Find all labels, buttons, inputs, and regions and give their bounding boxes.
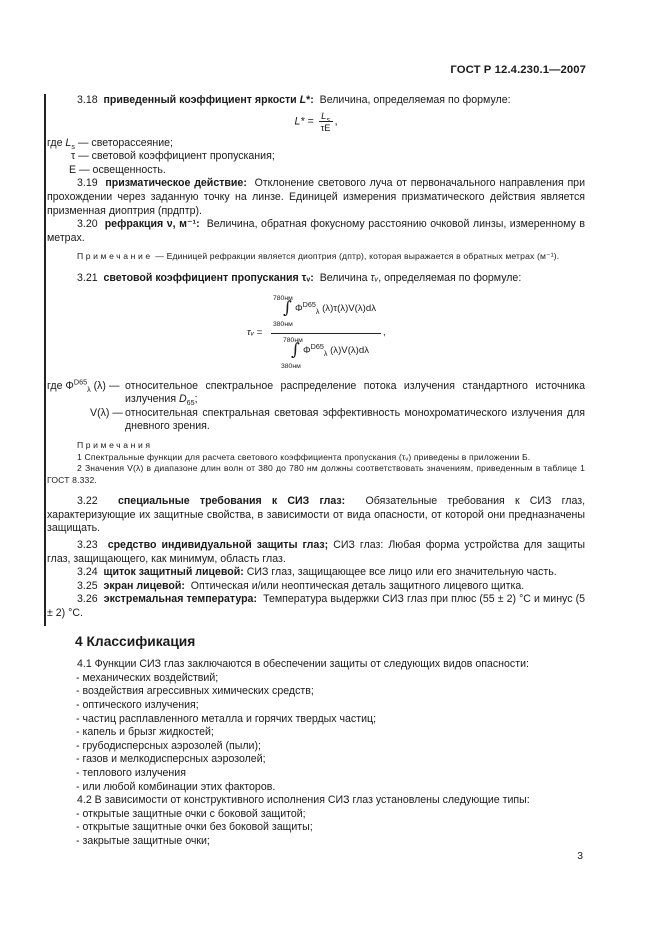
clause-number: 3.18 [77,94,98,106]
hazard-list [47,672,585,794]
list-item: - механических воздействий; [76,671,219,684]
clause-term: щиток защитный лицевой: [103,566,244,579]
notes-heading: Примечания [77,439,153,450]
where-e: E — освещенность. [69,163,166,176]
list-item: - капель и брызг жидкостей; [76,726,214,739]
page-number: 3 [577,851,583,862]
clause-3-21: 3.21 световой коэффициент пропускания τᵥ: Величина τᵥ, определяемая по формуле: [77,271,522,284]
note-2: 2 Значения V(λ) в диапазоне длин волн от 380 до 780 нм должны соответствовать значениям, приведенным в таблице 1 ГОСТ 8.332. [47,463,585,485]
clause-3-18 [47,94,585,108]
clause-term: световой коэффициент пропускания τᵥ: [103,271,314,284]
list-item: - или любой комбинации этих факторов. [76,780,276,793]
list-item: - частиц расплавленного металла и горячих твердых частиц; [76,712,377,725]
numerator-expression: $\Phi^{D65}_\lambda$ (λ)τ(λ)V(λ)dλ [295,299,376,316]
clause-term: экран лицевой: [103,579,185,592]
list-item: - грубодисперсных аэрозолей (пыли); [76,739,261,752]
clause-term: рефракция ν, м⁻¹: [104,218,200,231]
clause-3-19: 3.19 призматическое действие: Отклонение светового луча от первоначального направления при прохождении через заданную точку на линзе. Единицей измерения призматического действия является призменная диоптрия (прдптр). [47,177,585,217]
note-3-20: Примечание — Единицей рефракции является диоптрия (дптр), которая выражается в обратных метрах (м⁻¹). [77,251,560,262]
section-title: 4 Классификация [75,633,196,649]
list-item: - открытые защитные очки без боковой защиты; [76,821,313,834]
clause-text: Величина, определяемая по формуле: [319,94,511,106]
definition-v: V(λ) — относительная спектральная световая эффективность монохроматического излучения для дневного зрения. [90,406,585,433]
where-tau: τ — световой коэффициент пропускания; [71,150,275,163]
type-list [47,808,585,849]
note-1: 1 Спектральные функции для расчета светового коэффициента пропускания (τᵥ) приведены в приложении Б. [77,451,531,462]
integral-sign: ∫ [291,339,300,360]
document-code: ГОСТ Р 12.4.230.1—2007 [450,64,586,76]
clause-3-20: 3.20 рефракция ν, м⁻¹: Величина, обратная фокусному расстоянию очковой линзы, измеренному в метрах. [47,218,585,244]
formula-transmittance: 780нм ∫ 380нм $\Phi^{D65}_\lambda$ (λ)τ(λ)V(λ)dλ τᵥ = , 780нм ∫ 380нм $\Phi^{D65}_\lambda$ (λ)V(λ)dλ [247,294,386,370]
change-bar [44,94,46,626]
list-item: - газов и мелкодисперсных аэрозолей; [76,753,266,766]
list-item: - закрытые защитные очки; [76,834,210,847]
list-item: - открытые защитные очки с боковой защитой; [76,807,306,820]
clause-term: средство индивидуальной защиты глаз; [107,539,329,552]
list-item: - оптического излучения; [76,699,199,711]
clause-3-25: 3.25 экран лицевой: Оптическая и/или неоптическая деталь защитного лицевого щитка. [77,579,525,592]
clause-4-1: 4.1 Функции СИЗ глаз заключаются в обеспечении защиты от следующих видов опасности: [77,658,529,671]
list-item: - воздействия агрессивных химических средств; [76,685,314,698]
clause-3-26: 3.26 экстремальная температура: Температура выдержки СИЗ глаз при плюс (55 ± 2) °С и минус (5 ± 2) °С. [47,593,586,620]
clause-term: призматическое действие: [105,177,247,190]
denominator-expression: $\Phi^{D65}_\lambda$ (λ)V(λ)dλ [303,341,370,358]
clause-term: специальные требования к СИЗ глаз: [118,495,346,508]
clause-3-22: 3.22 специальные требования к СИЗ глаз: Обязательные требования к СИЗ глаз, характеризующие их защитные свойства, в зависимости от вида опасности, от которой они предназначены защищать. [47,495,586,535]
list-item: - теплового излучения [76,766,186,779]
clause-4-2: 4.2 В зависимости от конструктивного исполнения СИЗ глаз установлены следующие типы: [77,794,530,807]
clause-term: экстремальная температура: [103,593,257,606]
where-ls: где $L_s$ — светорассеяние; [47,136,173,151]
clause-3-23: 3.23 средство индивидуальной защиты глаз; СИЗ глаз: Любая форма устройства для защиты глаз, защищающего, как минимум, область глаз. [47,539,585,565]
clause-3-24: 3.24 щиток защитный лицевой: СИЗ глаз, защищающее все лицо или его значительную часть. [77,566,557,579]
clause-term: приведенный коэффициент яркости L*: [103,94,314,106]
definition-phi: где $\Phi^{D65}_\lambda$ (λ) — относительное спектральное распределение потока излучения стандартного источника излучения $D_{65}$; [47,377,585,408]
formula-fraction: $\frac{L_s}{\tau E}$ [320,109,331,133]
document-content [47,94,585,849]
formula-luminance: L* = $\frac{L_s}{\tau E}$ , [294,109,338,133]
integral-sign: ∫ [283,297,292,318]
